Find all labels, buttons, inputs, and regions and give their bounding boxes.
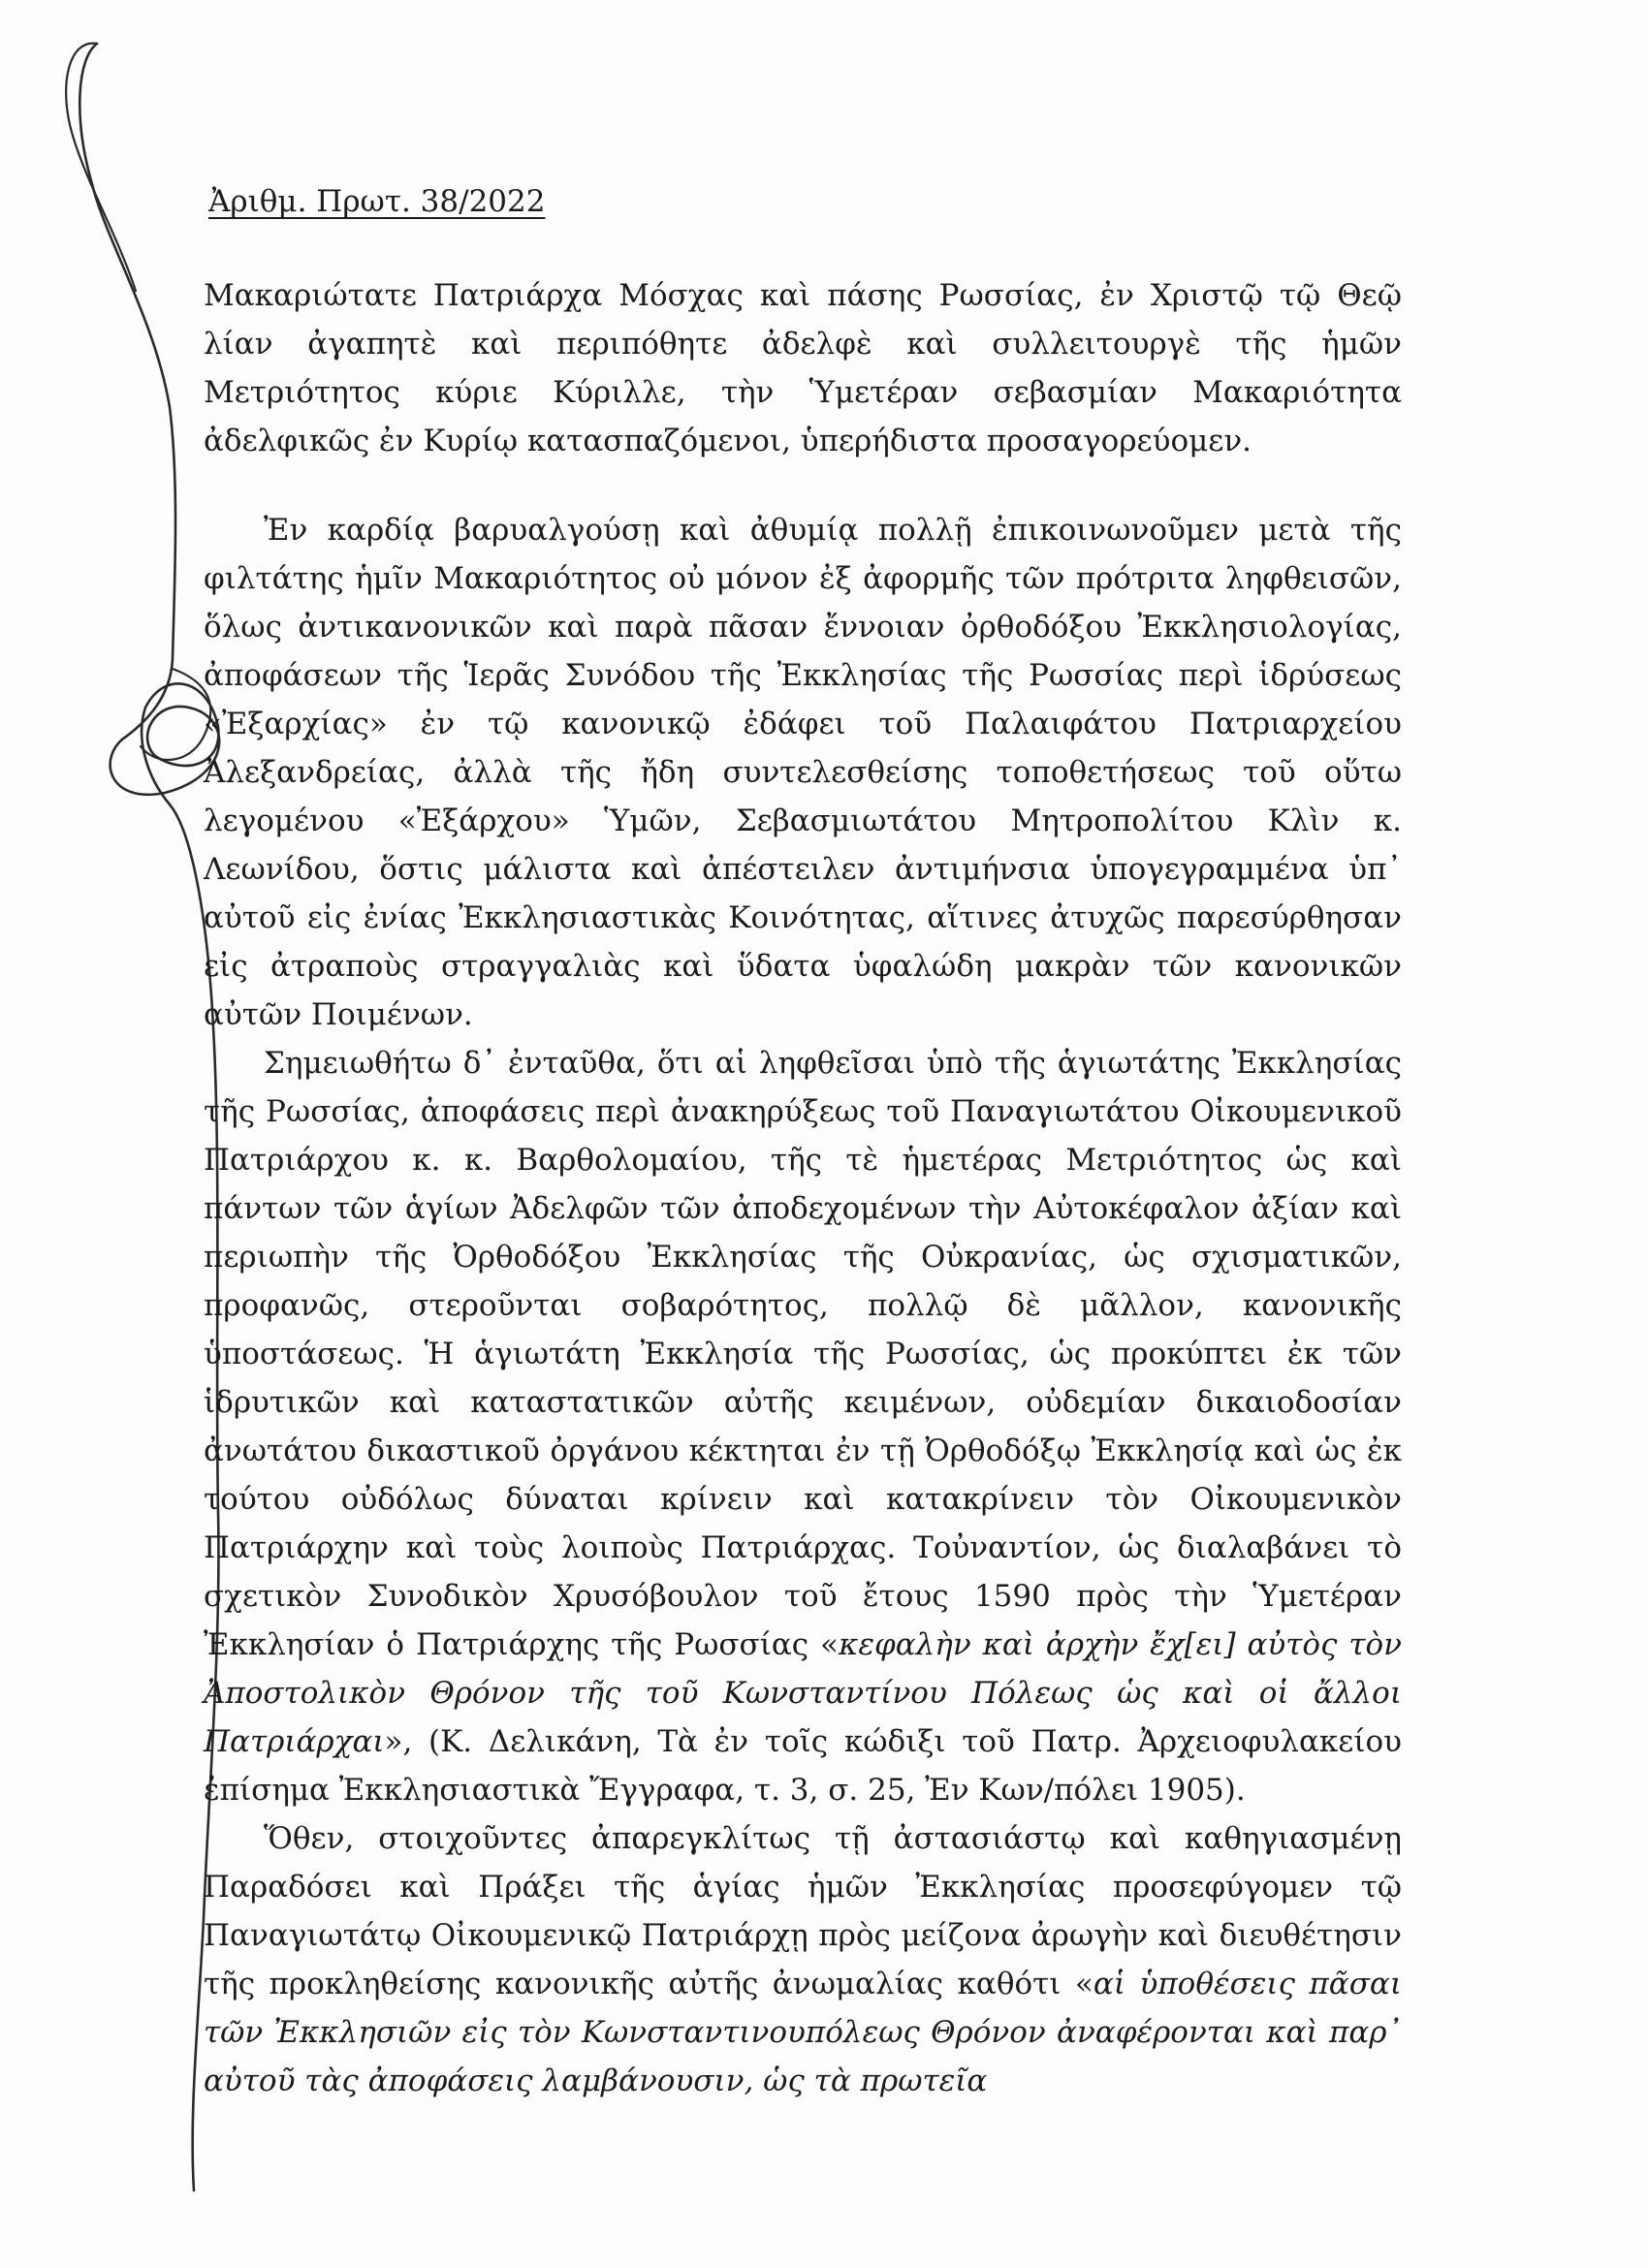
paragraph-1: Ἐν καρδίᾳ βαρυαλγούσῃ καὶ ἀθυμίᾳ πολλῇ ἐπικοινωνοῦμεν μετὰ τῆς φιλτάτης ἡμῖν Μακαριότητος οὐ μόνον ἐξ ἀφορμῆς τῶν πρότριτα ληφθεισῶν, ὅλως ἀντικανονικῶν καὶ παρὰ πᾶσαν ἔννοιαν ὀρθοδόξου Ἐκκλησιολογίας, ἀποφάσεων τῆς Ἱερᾶς Συνόδου τῆς Ἐκκλησίας τῆς Ρωσσίας περὶ ἱδρύσεως «Ἐξαρχίας» ἐν τῷ κανονικῷ ἐδάφει τοῦ Παλαιφάτου Πατριαρχείου Ἀλεξανδρείας, ἀλλὰ τῆς ἤδη συντελεσθείσης τοποθετήσεως τοῦ οὕτω λεγομένου «Ἐξάρχου» Ὑμῶν, Σεβασμιωτάτου Μητροπολίτου Κλὶν κ. Λεωνίδου, ὅστις μάλιστα καὶ ἀπέστειλεν ἀντιμήνσια ὑπογεγραμμένα ὑπ᾽ αὐτοῦ εἰς ἐνίας Ἐκκλησιαστικὰς Κοινότητας, αἵτινες ἀτυχῶς παρεσύρθησαν εἰς ἀτραποὺς στραγγαλιὰς καὶ ὕδατα ὑφαλώδη μακρὰν τῶν κανονικῶν αὐτῶν Ποιμένων.	[204, 513, 1402, 1032]
paragraph-3	[204, 1814, 1402, 2105]
paragraph-3-quote: αἱ ὑποθέσεις πᾶσαι τῶν Ἐκκλησιῶν εἰς τὸν Κωνσταντινουπόλεως Θρόνον ἀναφέρονται καὶ παρ᾽ αὐτοῦ τὰς ἀποφάσεις λαμβάνουσιν, ὡς τὰ πρωτεῖα	[204, 1967, 1402, 2098]
salutation: Μακαριώτατε Πατριάρχα Μόσχας καὶ πάσης Ρωσσίας, ἐν Χριστῷ τῷ Θεῷ λίαν ἀγαπητὲ καὶ περιπόθητε ἀδελφὲ καὶ συλλειτουργὲ τῆς ἡμῶν Μετριότητος κύριε Κύριλλε, τὴν Ὑμετέραν σεβασμίαν Μακαριότητα ἀδελφικῶς ἐν Κυρίῳ κατασπαζόμενοι, ὑπερήδιστα προσαγορεύομεν.	[204, 278, 1402, 458]
letter-body	[204, 506, 1402, 2105]
paragraph-2	[204, 1039, 1402, 1814]
paragraph-2-citation: », (Κ. Δελικάνη, Τὰ ἐν τοῖς κώδιξι τοῦ Πατρ. Ἀρχειοφυλακείου ἐπίσημα Ἐκκλησιαστικὰ Ἔγγραφα, τ. 3, σ. 25, Ἐν Κων/πόλει 1905).	[204, 1724, 1402, 1808]
protocol-number: Ἀριθμ. Πρωτ. 38/2022	[208, 184, 546, 219]
paragraph-3-text: Ὅθεν, στοιχοῦντες ἀπαρεγκλίτως τῇ ἀστασιάστῳ καὶ καθηγιασμένῃ Παραδόσει καὶ Πράξει τῆς ἁγίας ἡμῶν Ἐκκλησίας προσεφύγομεν τῷ Παναγιωτάτῳ Οἰκουμενικῷ Πατριάρχῃ πρὸς μείζονα ἀρωγὴν καὶ διευθέτησιν τῆς προκληθείσης κανονικῆς αὐτῆς ἀνωμαλίας καθότι «	[204, 1821, 1402, 2001]
paragraph-2-quote: κεφαλὴν καὶ ἀρχὴν ἔχ[ει] αὐτὸς τὸν Ἀποστολικὸν Θρόνον τῆς τοῦ Κωνσταντίνου Πόλεως ὡς καὶ οἱ ἄλλοι Πατριάρχαι	[204, 1627, 1403, 1759]
paragraph-2-text: Σημειωθήτω δ᾽ ἐνταῦθα, ὅτι αἱ ληφθεῖσαι ὑπὸ τῆς ἁγιωτάτης Ἐκκλησίας τῆς Ρωσσίας, ἀποφάσεις περὶ ἀνακηρύξεως τοῦ Παναγιωτάτου Οἰκουμενικοῦ Πατριάρχου κ. κ. Βαρθολομαίου, τῆς τὲ ἡμετέρας Μετριότητος ὡς καὶ πάντων τῶν ἁγίων Ἀδελφῶν τῶν ἀποδεχομένων τὴν Αὐτοκέφαλον ἀξίαν καὶ περιωπὴν τῆς Ὀρθοδόξου Ἐκκλησίας τῆς Οὐκρανίας, ὡς σχισματικῶν, προφανῶς, στεροῦνται σοβαρότητος, πολλῷ δὲ μᾶλλον, κανονικῆς ὑποστάσεως. Ἡ ἁγιωτάτη Ἐκκλησία τῆς Ρωσσίας, ὡς προκύπτει ἐκ τῶν ἱδρυτικῶν καὶ καταστατικῶν αὐτῆς κειμένων, οὐδεμίαν δικαιοδοσίαν ἀνωτάτου δικαστικοῦ ὀργάνου κέκτηται ἐν τῇ Ὀρθοδόξῳ Ἐκκλησίᾳ καὶ ὡς ἐκ τούτου οὐδόλως δύναται κρίνειν καὶ κατακρίνειν τὸν Οἰκουμενικὸν Πατριάρχην καὶ τοὺς λοιποὺς Πατριάρχας. Τοὐναντίον, ὡς διαλαβάνει τὸ σχετικὸν Συνοδικὸν Χρυσόβουλον τοῦ ἔτους 1590 πρὸς τὴν Ὑμετέραν Ἐκκλησίαν ὁ Πατριάρχης τῆς Ρωσσίας «	[204, 1046, 1402, 1662]
